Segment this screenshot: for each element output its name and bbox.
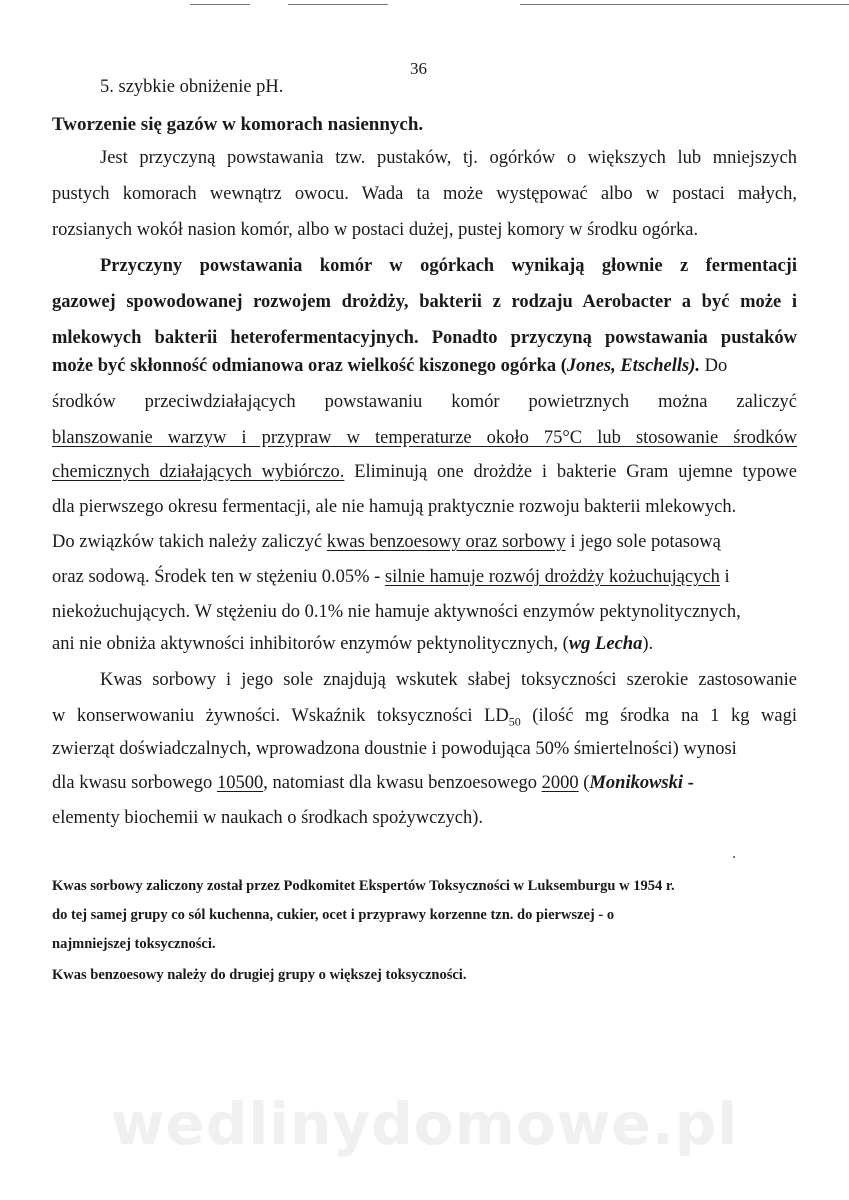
text-run: Do związków takich należy zaliczyć [52,532,327,552]
footnote-line: Kwas sorbowy zaliczony został przez Podkomitet Ekspertów Toksyczności w Luksemburgu w 1954 r. [52,878,675,894]
paragraph-line [52,460,797,484]
citation: wg Lecha [568,634,643,654]
text-run: i jego sole potasową [565,532,721,552]
underlined-number: 2000 [541,773,579,793]
scan-speck [733,856,735,858]
subscript: 50 [508,714,521,729]
scan-top-line [190,4,250,5]
text-run: ani nie obniża aktywności inhibitorów enzymów pektynolitycznych, ( [52,634,569,654]
footnote-line: Kwas benzoesowy należy do drugiej grupy o większej toksyczności. [52,967,467,983]
watermark: wedlinydomowe.pl [110,1090,739,1158]
paragraph-line: Przyczyny powstawania komór w ogórkach wynikają głownie z fermentacji [100,256,797,276]
text-run: , natomiast dla kwasu benzoesowego [263,773,542,793]
paragraph-line [52,632,653,656]
paragraph-line: dla pierwszego okresu fermentacji, ale nie hamują praktycznie rozwoju bakterii mlekowych. [52,497,737,517]
paragraph-line [52,771,694,795]
paragraph-line: mlekowych bakterii heterofermentacyjnych. Ponadto przyczyną powstawania pustaków [52,328,797,348]
footnote-line: najmniejszej toksyczności. [52,936,216,952]
paragraph-line: Kwas sorbowy i jego sole znajdują wskutek słabej toksyczności szerokie zastosowanie [100,670,797,690]
text-run: dla kwasu sorbowego [52,773,217,793]
footnote-line: do tej samej grupy co sól kuchenna, cukier, ocet i przyprawy korzenne tzn. do pierwszej - o [52,907,615,923]
underlined-text: chemicznych działających wybiórczo. [52,462,345,482]
scan-top-line [288,4,388,5]
list-item: 5. szybkie obniżenie pH. [100,77,284,97]
paragraph-line: zwierząt doświadczalnych, wprowadzona doustnie i powodująca 50% śmiertelności) wynosi [52,739,737,759]
section-heading: Tworzenie się gazów w komorach nasiennych. [52,114,424,135]
citation: Monikowski [589,773,684,793]
text-run: i [719,567,730,587]
citation: Jones, Etschells). [566,356,701,376]
text-run: (ilość mg środka na 1 kg wagi [520,706,797,726]
paragraph-line: niekożuchujących. W stężeniu do 0.1% nie hamuje aktywności enzymów pektynolitycznych, [52,602,741,622]
paragraph-line [52,704,797,734]
text-run: Do [700,356,728,376]
underlined-number: 10500 [216,773,264,793]
paragraph-line [52,565,730,589]
text-run: ( [578,773,590,793]
paragraph-line: blanszowanie warzyw i przypraw w temperaturze około 75°C lub stosowanie środków [52,428,797,448]
paragraph-line: elementy biochemii w naukach o środkach spożywczych). [52,808,484,828]
text-run: oraz sodową. Środek ten w stężeniu 0.05% - [52,567,385,587]
paragraph-line: gazowej spowodowanej rozwojem drożdży, bakterii z rodzaju Aerobacter a być może i [52,292,797,312]
paragraph-line [52,354,727,378]
underlined-text: kwas benzoesowy oraz sorbowy [326,532,566,552]
paragraph-line: środków przeciwdziałających powstawaniu komór powietrznych można zaliczyć [52,392,797,412]
text-run: może być skłonność odmianowa oraz wielkość kiszonego ogórka ( [52,356,567,376]
underlined-text: silnie hamuje rozwój drożdży kożuchujących [384,567,720,587]
text-run: ). [642,634,654,654]
page-number: 36 [410,59,427,78]
scan-top-line [520,4,849,5]
paragraph-line: Jest przyczyną powstawania tzw. pustaków, tj. ogórków o większych lub mniejszych [100,148,797,168]
text-run: w konserwowaniu żywności. Wskaźnik toksyczności LD [52,706,509,726]
paragraph-line: rozsianych wokół nasion komór, albo w postaci dużej, pustej komory w środku ogórka. [52,220,699,240]
paragraph-line: pustych komorach wewnątrz owocu. Wada ta może występować albo w postaci małych, [52,184,797,204]
paragraph-line [52,530,721,554]
text-run: - [683,773,694,793]
text-run: Eliminują one drożdże i bakterie Gram ujemne typowe [344,462,797,482]
